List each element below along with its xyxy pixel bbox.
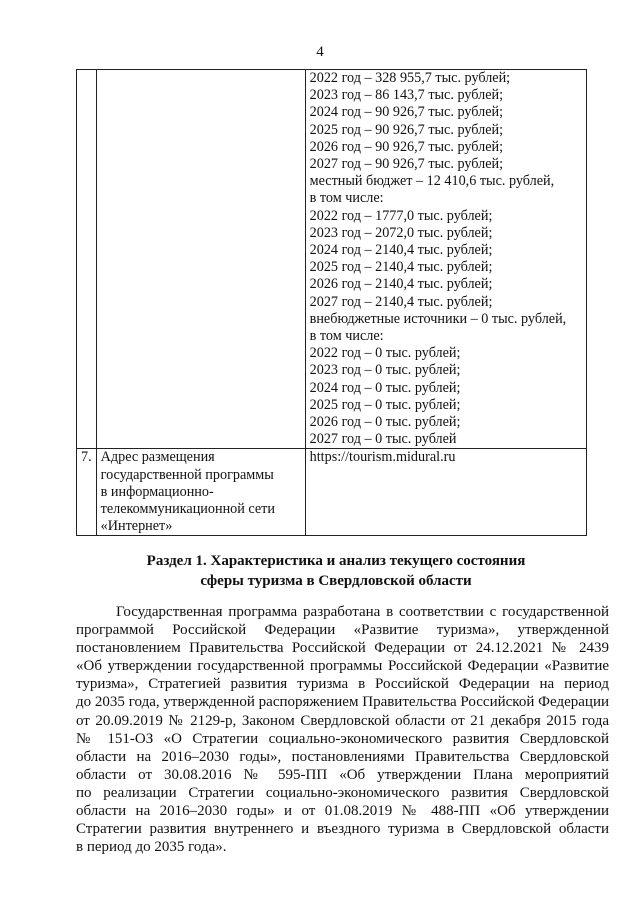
row-number: 7.	[81, 449, 92, 466]
funding-line: 2023 год – 0 тыс. рублей;	[309, 362, 461, 379]
row-label-line: телекоммуникационной сети	[100, 501, 275, 518]
paragraph-line: постановлением Правительства Российской Федерации от 24.12.2021 № 2439	[76, 640, 609, 657]
paragraph-line: до 2035 года, утвержденной распоряжением Правительства Российской Федерации	[76, 694, 609, 711]
funding-line: 2026 год – 90 926,7 тыс. рублей;	[309, 138, 504, 155]
paragraph-line: области на 2016–2030 годы» и от 01.08.2019 № 488-ПП «Об утверждении	[76, 803, 609, 820]
funding-line: 2022 год – 328 955,7 тыс. рублей;	[309, 70, 511, 86]
body-paragraph	[76, 603, 609, 856]
paragraph-line: Государственная программа разработана в соответствии с государственной	[116, 604, 609, 620]
funding-line: 2027 год – 0 тыс. рублей	[309, 431, 457, 448]
row-label-line: «Интернет»	[100, 518, 173, 535]
funding-line: 2022 год – 0 тыс. рублей;	[309, 345, 461, 362]
funding-line: местный бюджет – 12 410,6 тыс. рублей,	[309, 173, 555, 190]
program-url: https://tourism.midural.ru	[309, 449, 456, 466]
funding-line: 2023 год – 86 143,7 тыс. рублей;	[309, 87, 504, 104]
table-row-internet-address	[77, 449, 587, 536]
row-label-line: Адрес размещения	[100, 449, 215, 466]
funding-line: 2024 год – 90 926,7 тыс. рублей;	[309, 104, 504, 121]
funding-line: 2025 год – 90 926,7 тыс. рублей;	[309, 121, 504, 138]
funding-line: 2025 год – 2140,4 тыс. рублей;	[309, 259, 493, 276]
section-heading-line-1: Раздел 1. Характеристика и анализ текущего состояния	[146, 553, 526, 569]
row-label-line: в информационно-	[100, 483, 214, 500]
paragraph-line: туризма», Стратегией развития туризма в Российской Федерации на период	[76, 676, 609, 693]
funding-line: 2025 год – 0 тыс. рублей;	[309, 396, 461, 413]
paragraph-line: по реализации Стратегии социально-экономического развития Свердловской	[76, 784, 609, 801]
paragraph-line: области на 2016–2030 годы», постановлениями Правительства Свердловской	[76, 748, 609, 765]
row-number-cell	[77, 449, 97, 536]
table-row-funding-continued	[77, 70, 587, 449]
section-heading	[76, 551, 596, 591]
funding-line: внебюджетные источники – 0 тыс. рублей,	[309, 310, 567, 327]
funding-line: в том числе:	[309, 328, 384, 345]
paragraph-line: Стратегии развития внутреннего и въездного туризма в Свердловской области	[76, 821, 609, 838]
funding-line: 2024 год – 0 тыс. рублей;	[309, 379, 461, 396]
row-number-cell	[77, 70, 97, 449]
funding-breakdown-cell	[305, 70, 586, 449]
row-value-cell	[305, 449, 586, 536]
paragraph-line: от 20.09.2019 № 2129-р, Законом Свердловской области от 21 декабря 2015 года	[76, 712, 609, 729]
funding-line: 2027 год – 90 926,7 тыс. рублей;	[309, 156, 504, 173]
paragraph-line: № 151-ОЗ «О Стратегии социально-экономического развития Свердловской	[76, 730, 609, 747]
funding-line: 2023 год – 2072,0 тыс. рублей;	[309, 224, 493, 241]
paragraph-line: «Об утверждении государственной программы Российской Федерации «Развитие	[76, 658, 609, 675]
row-label-line: государственной программы	[100, 466, 274, 483]
paragraph-line: в период до 2035 года».	[76, 839, 227, 856]
funding-line: 2026 год – 2140,4 тыс. рублей;	[309, 276, 493, 293]
row-label-cell	[96, 449, 305, 536]
funding-line: 2022 год – 1777,0 тыс. рублей;	[309, 207, 493, 224]
funding-line: в том числе:	[309, 190, 384, 207]
funding-line: 2026 год – 0 тыс. рублей;	[309, 414, 461, 431]
funding-line: 2024 год – 2140,4 тыс. рублей;	[309, 242, 493, 259]
page-number: 4	[316, 44, 324, 60]
section-heading-line-2: сферы туризма в Свердловской области	[200, 573, 472, 589]
paragraph-line: программой Российской Федерации «Развитие туризма», утвержденной	[76, 622, 609, 639]
paragraph-line: области от 30.08.2016 № 595-ПП «Об утверждении Плана мероприятий	[76, 766, 609, 783]
funding-line: 2027 год – 2140,4 тыс. рублей;	[309, 293, 493, 310]
passport-table	[76, 69, 587, 536]
row-label-cell	[96, 70, 305, 449]
